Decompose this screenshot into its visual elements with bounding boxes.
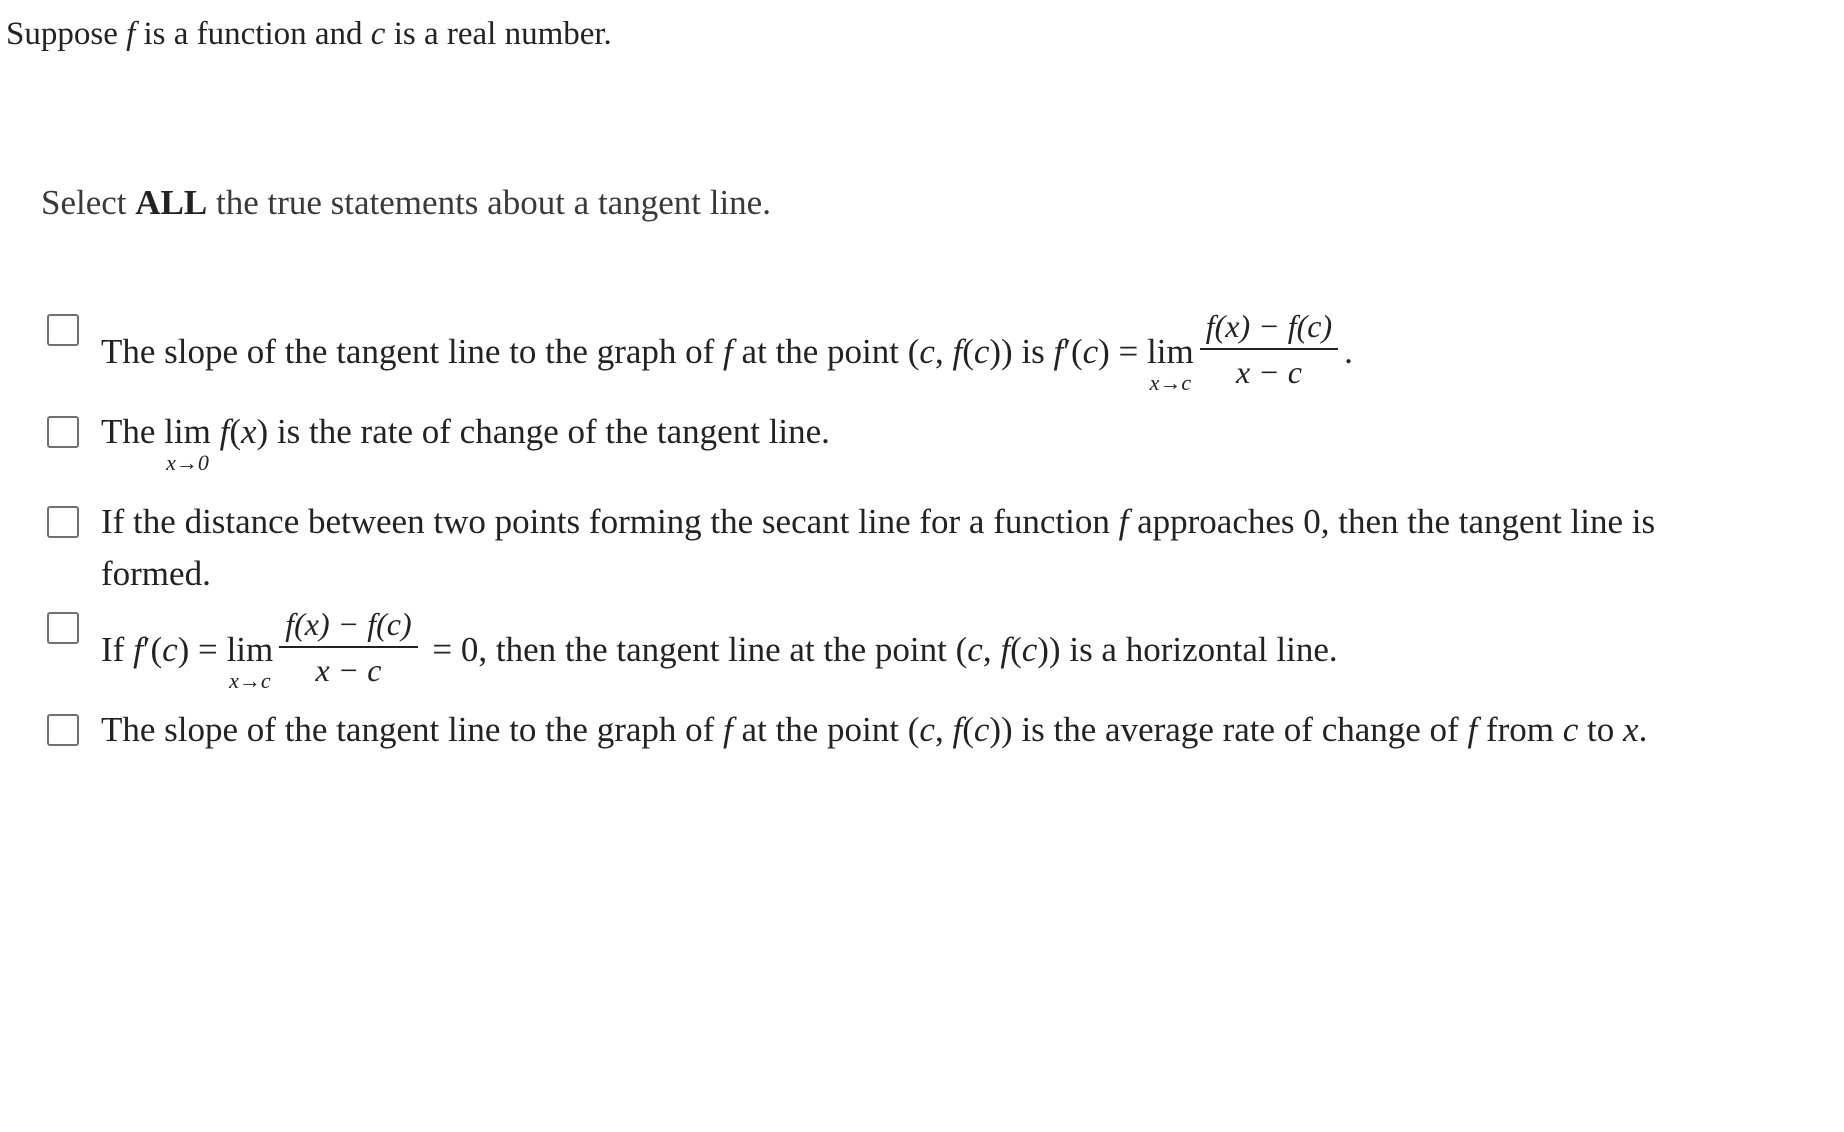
o5-x: x	[1623, 710, 1639, 749]
o1-t1: The slope of the tangent line to the graph of	[101, 332, 724, 372]
o3-f: f	[1118, 502, 1129, 541]
o1-lim: lim	[1147, 332, 1194, 372]
o5-t2: at the point (	[732, 710, 920, 749]
question-instruction	[41, 182, 771, 224]
intro-text-1: Suppose	[6, 16, 127, 52]
o3-t2: approaches 0, then the tangent line is formed.	[101, 502, 1656, 593]
option-4-checkbox[interactable]	[47, 612, 79, 644]
o1-t6: ′(	[1063, 332, 1083, 372]
o5-t1: The slope of the tangent line to the graph of	[101, 710, 724, 749]
o4-fc: f	[1000, 630, 1011, 670]
o4-t6: (	[1010, 630, 1022, 670]
option-4-label	[101, 606, 1338, 696]
o1-denominator: x − c	[1235, 354, 1302, 390]
o1-f: f	[723, 332, 733, 372]
o5-c: c	[919, 710, 935, 749]
o1-t5: )) is	[989, 332, 1054, 372]
o4-numerator: f(x) − f(c)	[279, 604, 417, 648]
o2-f: f	[219, 412, 230, 451]
option-5-label	[101, 704, 1647, 756]
o1-t3: ,	[934, 332, 953, 372]
o1-numerator: f(x) − f(c)	[1200, 306, 1338, 350]
o2-t4: ) is the rate of change of the tangent line.	[256, 412, 830, 451]
o4-t5: ,	[982, 630, 1001, 670]
o5-c3: c	[1562, 710, 1579, 749]
option-1-label	[101, 308, 1353, 398]
o2-lim-sub: x→0	[166, 450, 209, 475]
o2-t3: (	[229, 412, 241, 451]
o1-t2: at the point (	[732, 332, 920, 372]
o5-f2: f	[1467, 710, 1478, 749]
problem-intro	[6, 14, 612, 54]
o1-t7: ) =	[1098, 332, 1148, 372]
o1-c3: c	[1082, 332, 1099, 372]
o5-t8: .	[1638, 710, 1648, 749]
o4-lim: lim	[226, 630, 274, 670]
intro-text-3: is a real number.	[385, 16, 612, 52]
intro-f: f	[126, 16, 136, 52]
o1-t8: .	[1344, 332, 1353, 372]
o2-lim: lim	[164, 412, 211, 451]
o2-limit	[164, 406, 211, 475]
o4-limit	[226, 624, 274, 694]
o1-limit	[1147, 326, 1194, 396]
option-5-checkbox[interactable]	[47, 714, 79, 746]
o5-t3: ,	[934, 710, 953, 749]
o4-t4: = 0, then the tangent line at the point (	[423, 630, 968, 670]
o4-denominator: x − c	[315, 652, 382, 688]
intro-text-2: is a function and	[135, 16, 371, 52]
o1-c2: c	[973, 332, 990, 372]
o1-c: c	[919, 332, 935, 372]
o1-t4: (	[962, 332, 974, 372]
o4-c: c	[162, 630, 178, 670]
o5-fc: f	[952, 710, 963, 749]
option-3-checkbox[interactable]	[47, 506, 79, 538]
option-2-checkbox[interactable]	[47, 416, 79, 448]
option-2-label	[101, 406, 830, 475]
o2-x: x	[241, 412, 257, 451]
o4-c2: c	[967, 630, 983, 670]
o1-fc: f	[952, 332, 963, 372]
option-3-label	[101, 496, 1741, 600]
o4-t2: ′(	[142, 630, 163, 670]
o2-t1: The	[101, 412, 165, 451]
o5-f: f	[723, 710, 733, 749]
o5-c2: c	[973, 710, 990, 749]
o4-fp: f	[133, 630, 143, 670]
o5-t4: (	[962, 710, 974, 749]
o1-fp: f	[1053, 332, 1064, 372]
o5-t5: )) is the average rate of change of	[989, 710, 1468, 749]
o4-fraction	[279, 604, 417, 690]
o4-c3: c	[1021, 630, 1038, 670]
instruction-pre: Select	[41, 183, 136, 222]
o2-t2	[211, 412, 220, 451]
o5-t7: to	[1578, 710, 1624, 749]
option-1-checkbox[interactable]	[47, 314, 79, 346]
o4-t1: If	[101, 630, 134, 670]
instruction-post: the true statements about a tangent line.	[207, 183, 771, 222]
o3-t1: If the distance between two points forming the secant line for a function	[101, 502, 1119, 541]
intro-c: c	[370, 16, 386, 52]
o4-t7: )) is a horizontal line.	[1037, 630, 1338, 670]
o1-lim-sub: x→c	[1149, 370, 1192, 396]
instruction-bold: ALL	[135, 183, 208, 222]
o5-t6: from	[1477, 710, 1563, 749]
o4-t3: ) =	[177, 630, 227, 670]
o1-fraction	[1200, 306, 1338, 392]
o4-lim-sub: x→c	[229, 668, 271, 694]
